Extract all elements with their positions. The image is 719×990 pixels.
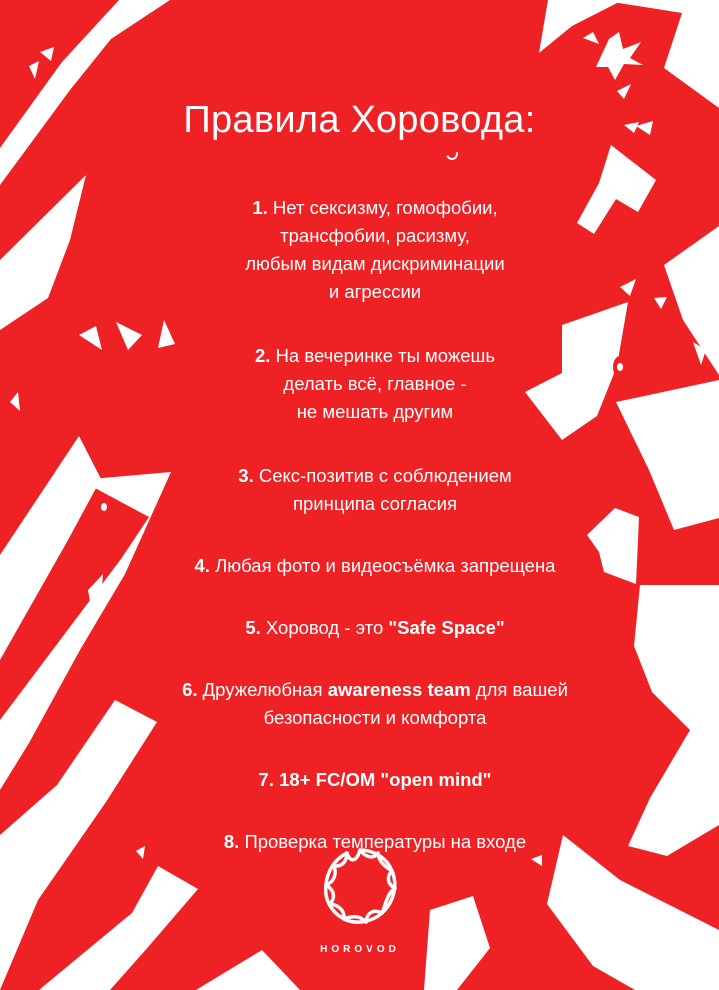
rule-5-text: Хоровод - это [265,617,384,638]
rule-7-number: 7. [258,769,274,790]
rule-3-line-1 [95,462,655,490]
rule-item-3 [95,462,655,518]
rule-item-4 [95,552,655,580]
poster-title: Правила Хоровода: [183,99,536,141]
rule-3-text-line-2: принципа согласия [292,493,457,514]
rule-2-text-line-2: делать всё, главное - [283,373,467,394]
rule-6-number: 6. [182,679,198,700]
rule-7-line-1 [95,766,655,794]
rule-2-number: 2. [254,345,271,366]
rule-8-number: 8. [223,831,240,852]
rule-2-text-line-1: На вечеринке ты можешь [275,345,495,366]
rule-6-line-1 [95,676,655,704]
rule-8-text: Проверка температуры на входе [244,831,527,852]
rule-6-text-after: для вашей [475,679,568,700]
rule-5-number: 5. [245,617,261,638]
rule-item-7 [95,766,655,794]
rule-item-2 [95,342,655,426]
rule-5-line-1 [95,614,655,642]
rule-5-highlight: "Safe Space" [388,617,505,638]
rule-4-text: Любая фото и видеосъёмка запрещена [215,555,556,576]
rules-list [95,194,655,856]
rule-6-text-line-2: безопасности и комфорта [263,707,487,728]
rule-3-number: 3. [238,465,254,486]
rule-7-text: 18+ FC/OM "open mind" [279,769,492,790]
horovod-circle-logo-icon [316,842,404,930]
rule-1-text-line-4: и агрессии [328,281,422,302]
rule-2-text-line-3: не мешать другим [296,401,454,422]
rule-4-number: 4. [194,555,210,576]
rule-1-line-1 [95,194,655,222]
rule-4-line-1 [95,552,655,580]
brand-name: HOROVOD [320,944,400,955]
rule-2-line-1 [95,342,655,370]
rule-1-number: 1. [252,197,268,218]
rule-item-1 [95,194,655,306]
rule-3-text-line-1: Секс-позитив с соблюдением [258,465,512,486]
rule-1-text-line-2: трансфобии, расизму, [280,225,470,246]
rule-item-6 [95,676,655,732]
rule-1-text-line-1: Нет сексизму, гомофобии, [272,197,498,218]
rule-6-text-before: Дружелюбная [202,679,323,700]
rule-6-highlight: awareness team [327,679,471,700]
rule-item-5 [95,614,655,642]
rule-1-text-line-3: любым видам дискриминации [245,253,505,274]
